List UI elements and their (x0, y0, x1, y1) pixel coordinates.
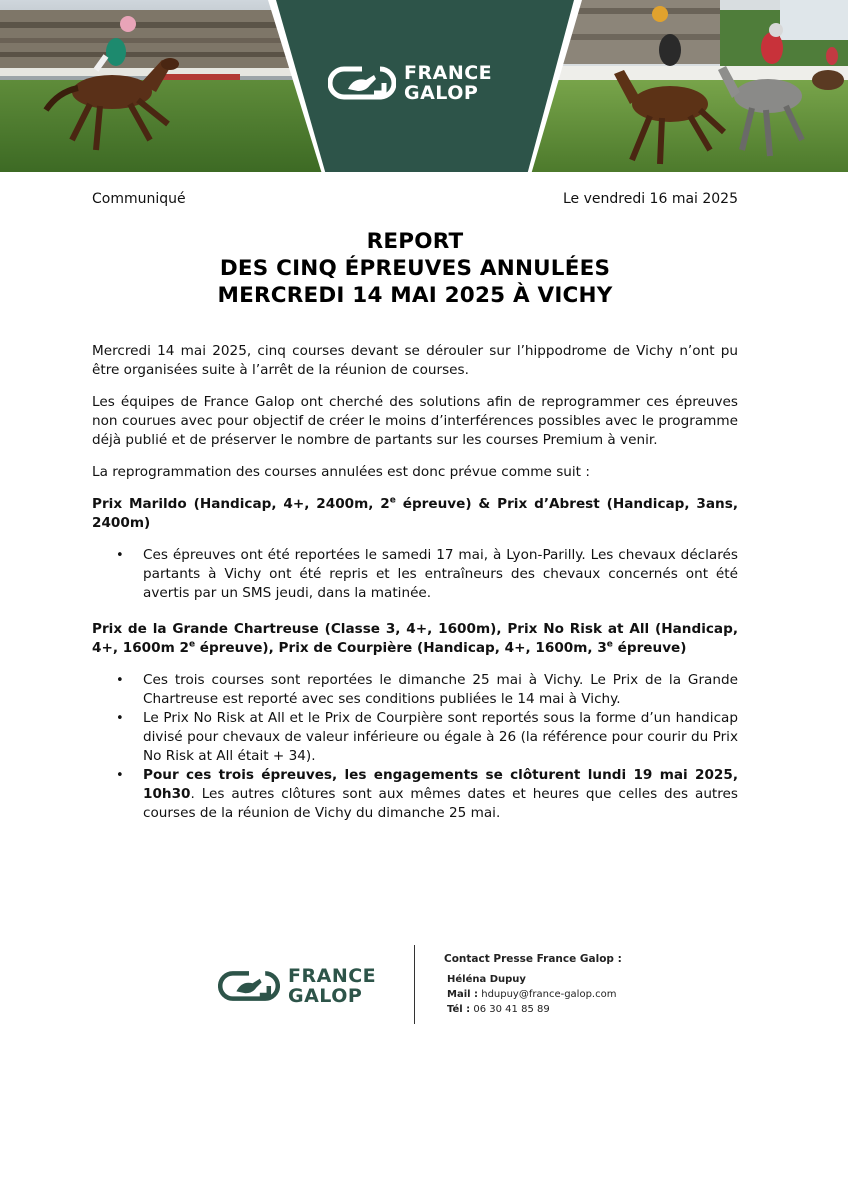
paragraph-intro: Mercredi 14 mai 2025, cinq courses devant se dérouler sur l’hippodrome de Vichy n’ont pu être organisées suite à l’arrêt de la réunion de courses. (92, 343, 738, 378)
bullet-icon: • (116, 711, 124, 726)
title-line2: DES CINQ ÉPREUVES ANNULÉES (219, 256, 611, 281)
paragraph-context: Les équipes de France Galop ont cherché des solutions afin de reprogrammer ces épreuves non courues avec pour objectif de créer le moins d’interférences possibles avec le programme déjà publié et de préserver le nombre de partants sur les courses Premium à venir. (92, 394, 738, 448)
footer-brand-line1: FRANCE (288, 965, 377, 987)
bullet-icon: • (116, 548, 124, 563)
doc-type: Communiqué (92, 191, 186, 207)
press-contact (444, 952, 622, 1017)
brand-name-line1: FRANCE (404, 62, 493, 84)
list-item: • Ces épreuves ont été reportées le samedi 17 mai, à Lyon-Parilly. Les chevaux déclarés partants à Vichy ont été repris et les entraîneurs des chevaux concernés ont été avertis par un SMS jeudi, dans la matinée. (116, 547, 738, 601)
footer-divider (414, 945, 415, 1024)
mail-label: Mail : (447, 989, 479, 1000)
contact-title: Contact Presse France Galop : (444, 953, 622, 965)
title-line1: REPORT (366, 229, 464, 254)
section2-heading: Prix de la Grande Chartreuse (Classe 3, 4+, 1600m), Prix No Risk at All (Handicap, 4+, 1600m 2e épreuve), Prix de Courpière (Handicap, 4+, 1600m, 3e épreuve) (92, 621, 738, 656)
list-item: • Le Prix No Risk at All et le Prix de Courpière sont reportés sous la forme d’un handicap divisé pour chevaux de valeur inférieure ou égale à 26 (la référence pour courir du Prix No Risk at All était + 34). (116, 710, 738, 764)
header-banner (0, 0, 848, 172)
horse-logo-icon (218, 968, 280, 1004)
press-release-body (92, 342, 738, 840)
footer-wordmark (288, 966, 376, 1006)
brand-wordmark (404, 63, 492, 103)
title-line3: MERCREDI 14 MAI 2025 À VICHY (217, 283, 613, 308)
section1-list (92, 546, 738, 603)
section2-list (92, 671, 738, 823)
contact-phone: 06 30 41 85 89 (470, 1004, 550, 1015)
contact-email[interactable]: hdupuy@france-galop.com (478, 989, 617, 1000)
paragraph-schedule: La reprogrammation des courses annulées est donc prévue comme suit : (92, 464, 590, 480)
footer-logo (218, 964, 398, 1008)
bullet-icon: • (116, 768, 124, 783)
page-title (0, 228, 830, 309)
brand-name-line2: GALOP (404, 82, 479, 104)
contact-name: Héléna Dupuy (447, 974, 526, 985)
doc-date: Le vendredi 16 mai 2025 (562, 191, 738, 207)
list-item: • Ces trois courses sont reportées le dimanche 25 mai à Vichy. Le Prix de la Grande Chartreuse est reporté avec ses conditions publiées le 14 mai à Vichy. (116, 672, 738, 707)
footer-brand-line2: GALOP (288, 985, 363, 1007)
bullet-icon: • (116, 673, 124, 688)
section1-heading: Prix Marildo (Handicap, 4+, 2400m, 2e épreuve) & Prix d’Abrest (Handicap, 3ans, 2400m) (92, 495, 738, 531)
tel-label: Tél : (447, 1004, 471, 1015)
list-item: • Pour ces trois épreuves, les engagements se clôturent lundi 19 mai 2025, 10h30. Les autres clôtures sont aux mêmes dates et heures que celles des autres courses de la réunion de Vichy du dimanche 25 mai. (116, 767, 738, 821)
horse-logo-icon (328, 63, 396, 103)
france-galop-logo (328, 63, 528, 107)
